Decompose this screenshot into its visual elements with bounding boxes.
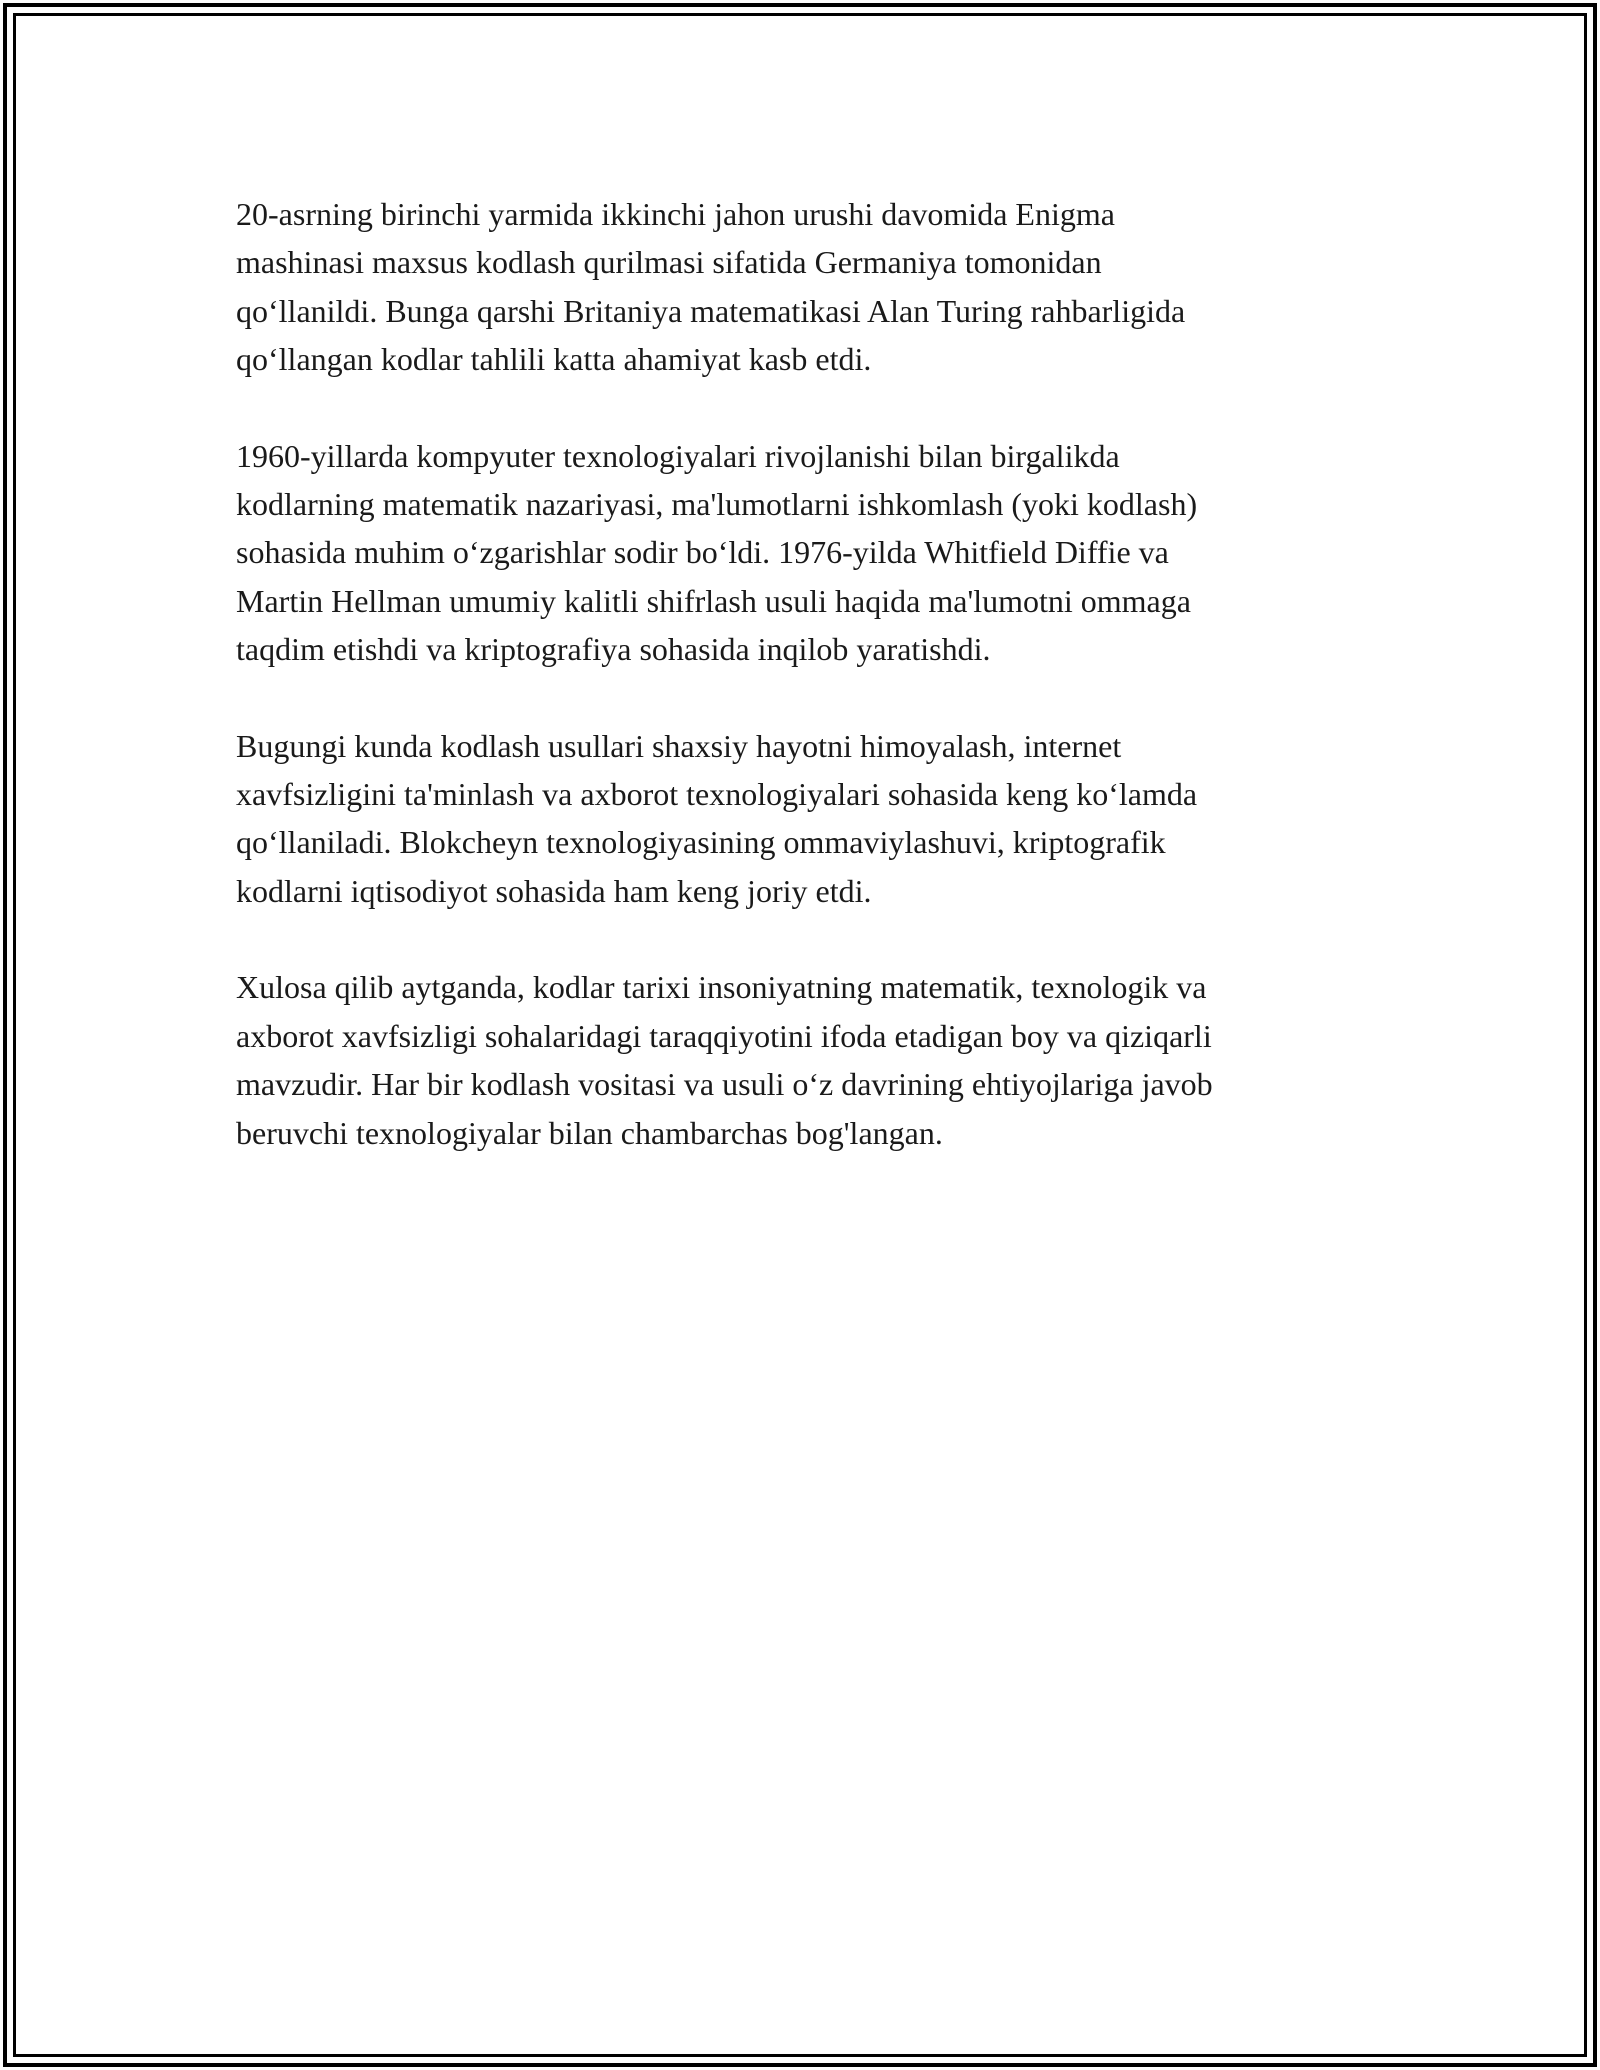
text-line: qo‘llanildi. Bunga qarshi Britaniya matematikasi Alan Turing rahbarligida — [236, 292, 1186, 329]
text-line: qo‘llangan kodlar tahlili katta ahamiyat kasb etdi. — [236, 341, 872, 378]
paragraph-computer-era — [236, 432, 1366, 674]
paragraph-modern-usage — [236, 722, 1366, 916]
text-line: 1960-yillarda kompyuter texnologiyalari rivojlanishi bilan birgalikda — [236, 437, 1120, 474]
text-line: axborot xavfsizligi sohalaridagi taraqqiyotini ifoda etadigan boy va qiziqarli — [236, 1017, 1212, 1054]
text-line: 20-asrning birinchi yarmida ikkinchi jahon urushi davomida Enigma — [236, 196, 1115, 232]
text-line: mavzudir. Har bir kodlash vositasi va usuli o‘z davrining ehtiyojlariga javob — [236, 1066, 1213, 1103]
paragraph-conclusion — [236, 963, 1366, 1157]
text-line: qo‘llaniladi. Blokcheyn texnologiyasining ommaviylashuvi, kriptografik — [236, 824, 1166, 861]
document-body — [236, 190, 1366, 1205]
paragraph-enigma — [236, 190, 1366, 384]
text-line: kodlarning matematik nazariyasi, ma'lumotlarni ishkomlash (yoki kodlash) — [236, 486, 1198, 523]
text-line: taqdim etishdi va kriptografiya sohasida inqilob yaratishdi. — [236, 631, 991, 668]
text-line: sohasida muhim o‘zgarishlar sodir bo‘ldi. 1976-yilda Whitfield Diffie va — [236, 534, 1169, 571]
text-line: Xulosa qilib aytganda, kodlar tarixi insoniyatning matematik, texnologik va — [236, 969, 1207, 1006]
text-line: beruvchi texnologiyalar bilan chambarchas bog'langan. — [236, 1114, 943, 1151]
text-line: kodlarni iqtisodiyot sohasida ham keng joriy etdi. — [236, 872, 872, 909]
text-line: mashinasi maxsus kodlash qurilmasi sifatida Germaniya tomonidan — [236, 244, 1102, 281]
text-line: xavfsizligini ta'minlash va axborot texnologiyalari sohasida keng ko‘lamda — [236, 776, 1198, 813]
text-line: Martin Hellman umumiy kalitli shifrlash usuli haqida ma'lumotni ommaga — [236, 582, 1191, 619]
text-line: Bugungi kunda kodlash usullari shaxsiy hayotni himoyalash, internet — [236, 727, 1122, 764]
